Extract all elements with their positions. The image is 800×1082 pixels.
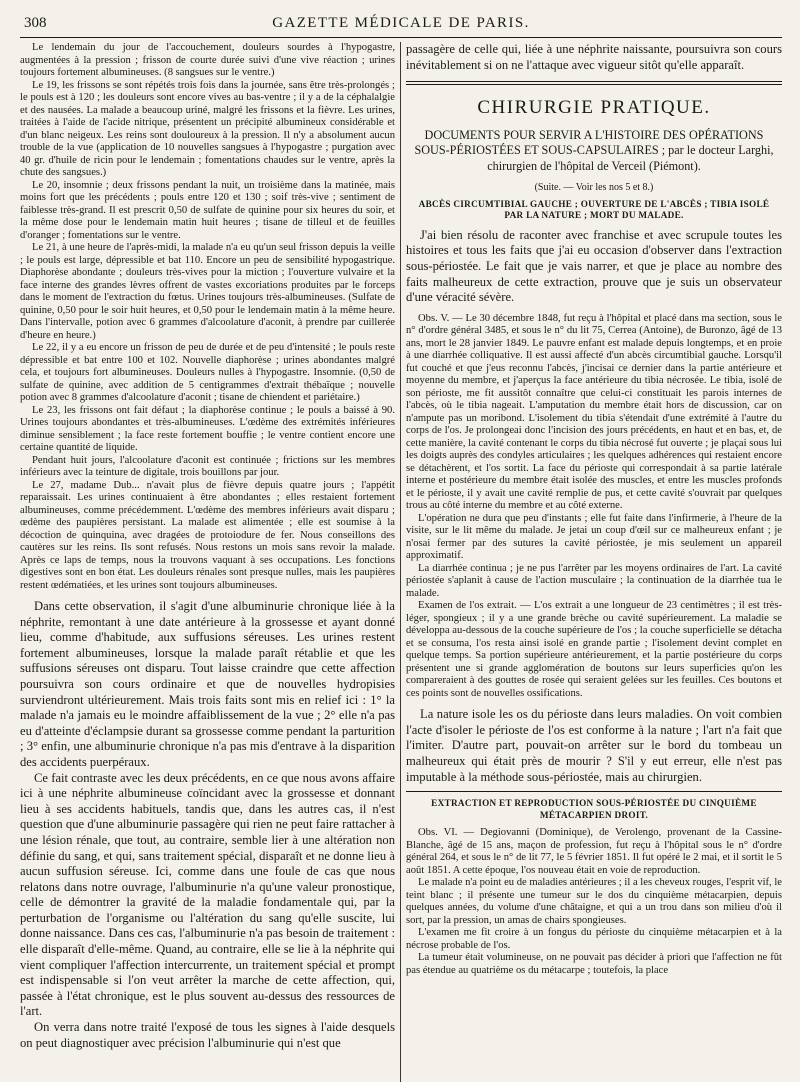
observation-paragraph: Le malade n'a point eu de maladies antérieures ; il a les cheveux rouges, l'esprit vif, le teint blanc ; il présente une tumeur sur le dos du cinquième métacarpien, depuis quelques années, du volume d'une châtaigne, et qui a un trou dans son milieu d'où il sort, par la pression, un amas de chairs spongieuses. (406, 877, 782, 926)
continuation-paragraph: passagère de celle qui, liée à une néphrite naissante, poursuivra son cours inévitablement si on ne l'attaque avec vigueur sitôt qu'elle apparaît. (406, 42, 782, 72)
rule (406, 791, 782, 792)
observation-paragraph: Obs. VI. — Degiovanni (Dominique), de Verolengo, provenant de la Cassine-Blanche, âgé de 15 ans, maçon de profession, fut reçu à l'hôpital sous le n° d'ordre général 264, et sous le n° de lit 77, le 5 février 1851. Il fut opéré le 2 mai, et il sortit le 5 août 1851. A cette époque, l'os nouveau était en voie de reproduction. (406, 827, 782, 876)
case-heading: EXTRACTION ET REPRODUCTION SOUS-PÉRIOSTÉE DU CINQUIÈME MÉTACARPIEN DROIT. (431, 798, 757, 820)
journal-title: GAZETTE MÉDICALE DE PARIS. (272, 15, 530, 31)
columns (20, 42, 782, 1082)
case-paragraph: Le 23, les frissons ont fait défaut ; la diaphorèse continue ; le pouls a baissé à 90. Urines toujours abondantes et très-albumineuses. L'œdème des extrémités inférieures diminue sensiblement ; la face reste fortement bouffie ; le ventre contient encore une certaine quantité de liquide. (20, 404, 395, 453)
commentary-paragraph: On verra dans notre traité l'exposé de tous les signes à l'aide desquels on peut diagnostiquer avec précision l'albuminurie qui n'est que (20, 1020, 395, 1050)
section-rule (406, 81, 782, 85)
commentary-paragraph: Dans cette observation, il s'agit d'une albuminurie chronique liée à la néphrite, remontant à une date antérieure à la grossesse et ayant donné lieu, comme d'habitude, aux suffusions séreuses. Les urines restent fortement albumineuses, lorsque la malade paraît rétablie et que les suffusions séreuses ont disparu. Tout laisse craindre que cette affection poursuivra son cours ordinaire et que de nouvelles hydropisies surviendront ultérieurement. Mais trois faits sont mis en relief ici : 1° la malade n'a jamais eu le moindre affaiblissement de la vue ; 2° elle n'a pas eu d'atteinte d'éclampsie durant sa grossesse comme pendant la parturition ; 3° enfin, une albuminurie chronique n'a pas mis d'entrave à la disparition des accidents puerpéraux. (20, 599, 395, 769)
case-paragraph: Le 19, les frissons se sont répétés trois fois dans la journée, sans être très-prolongés ; le pouls est à 120 ; les douleurs sont encore vives au bas-ventre ; il y a de la céphalalgie et des nausées. La malade a beaucoup uriné, malgré les frissons et la fièvre. Les urines, traitées à l'aide de l'acide nitrique, présentent un précipité albumineux considérable et d'un blanc neigeux. Les reins sont douloureux à la pression. Il n'y a absolument aucun trouble de la vue (application de 10 nouvelles sangsues à l'hypogastre ; purgation avec 40 gr. d'huile de ricin pour le lendemain ; fomentations chaudes sur le ventre, après la chute des sangsues.) (20, 79, 395, 178)
suite-note: (Suite. — Voir les nos 5 et 8.) (534, 181, 654, 193)
case-paragraph: Le lendemain du jour de l'accouchement, douleurs sourdes à l'hypogastre, augmentées à la pression ; frisson de courte durée suivi d'une vive réaction ; urines toujours fortement albumineuses. (8 sangsues sur le ventre.) (20, 42, 395, 78)
case-paragraph: Le 22, il y a eu encore un frisson de peu de durée et de peu d'intensité ; le pouls reste dépressible et bat entre 100 et 102. Nouvelle diaphorèse ; urines abondantes malgré cela, et toujours fort albumineuses. Douleurs nulles à l'hypogastre. Insomnie. (0,50 de sulfate de quinine, avec addition de 5 centigrammes d'extrait thébaïque ; nouvelle potion avec 8 grammes d'alcoolature d'aconit ; tisane de chiendent et pariétaire.) (20, 342, 395, 403)
observation-paragraph: L'opération ne dura que peu d'instants ; elle fut faite dans l'infirmerie, à l'heure de la visite, sur le lit même du malade. Je jetai un coup d'œil sur ce malheureux enfant ; je n'osai fermer par des sutures la cavité périostée, je mis seulement un appareil approximatif. (406, 512, 782, 562)
reflection-paragraph: La nature isole les os du périoste dans leurs maladies. On voit combien l'acte d'isoler le périoste de l'os est conforme à la nature ; l'art n'a fait que l'imiter. D'autre part, pouvait-on arrêter sur le bord du tombeau un malheureux qui était près de mourir ? S'il y eut erreur, elle n'est pas imputable à la méthode sous-périostée, mais au chirurgien. (406, 707, 782, 784)
case-heading: ABCÈS CIRCUMTIBIAL GAUCHE ; OUVERTURE DE L'ABCÈS ; TIBIA ISOLÉ PAR LA NATURE ; MORT DU MALADE. (418, 198, 770, 221)
observation-paragraph: La diarrhée continua ; je ne pus l'arrêter par les moyens ordinaires de l'art. La cavité périostée s'aplanit à cause de l'action musculaire ; la continuation de la diarrhée tua le malade. (406, 562, 782, 599)
observation-paragraph: Examen de l'os extrait. — L'os extrait a une longueur de 23 centimètres ; il est très-léger, spongieux ; il y a une grande brèche ou cavité supérieurement. La maladie se développa au-dessous de la couche supérieure de l'os ; la couche superficielle se détacha et se consuma, l'os resta ainsi isolé en grande partie ; l'isolement devint complet en quelque temps. Sa portion supérieure antérieurement, et la partie postérieure du corps présentent une si grande agglomération de boutons sur leurs superficies qu'on les compareraient à des gouttes de rosée qui seraient gelées sur les feuilles. Ces boutons et ces points sont de nouvelles ossifications. (406, 600, 782, 699)
page-header (20, 12, 782, 38)
case-paragraph: Le 27, madame Dub... n'avait plus de fièvre depuis quatre jours ; l'appétit reparaissait. Les urines continuaient à être abondantes ; elles restaient fortement albumineuses, comme précédemment. L'œdème des membres inférieurs avait disparu ; œdème des paupières persistant. La malade est alimentée ; elle est soumise à la décoction de quinquina, avec dragées de protoiodure de fer. Nous conseillons des cautères sur les reins. Ils sont refusés. Nous restons un mois sans revoir la malade. Après ce laps de temps, nous la trouvons vaquant à ses occupations. Les fonctions digestives sont en bon état. Les douleurs rénales sont presque nulles, mais les paupières restent œdématiées, et les urines sont toujours albumineuses. (20, 479, 395, 591)
left-column (20, 42, 395, 1082)
intro-paragraph: J'ai bien résolu de raconter avec franchise et avec scrupule toutes les histoires et tous les faits que j'ai eu occasion d'observer dans l'extraction sous-périostée. Le fait que je vais narrer, et que je place au nombre des faits malheureux de cette extraction, prouve que je suis un observateur d'une véracité sévère. (406, 227, 782, 305)
page-number: 308 (24, 15, 47, 31)
observation-paragraph: Obs. V. — Le 30 décembre 1848, fut reçu à l'hôpital et placé dans ma section, sous le n° d'ordre général 3485, et sous le n° du lit 75, Cerrea (Antoine), de Buronzo, âgé de 13 ans, mort le 28 janvier 1849. Le pauvre enfant est malade depuis longtemps, et en proie à une diarrhée colliquative. Il est aussi affecté d'un abcès circumtibial gauche. Lorsqu'il fut couché et que j'eus reconnu l'abcès, j'incisai ce dernier dans la partie antérieure et moyenne du membre, et j'aperçus la face antérieure du tibia nécrosée. Le tibia, isolé de son périoste, me fit aussitôt connaître que celui-ci constituait les parois internes de l'abcès, où le tibia nageait. L'amputation du membre était hors de discussion, car on n'ampute pas un moribond. L'isolement du tibia s'étendait d'une extrémité à l'autre du corps de l'os. Je prolongeai donc l'incision des jours précédents, en haut et en bas, et, de cette manière, la cavité contenant le corps du tibia nécrosé fut ouverte ; je plaçai sous lui les doigts auprès des condyles articulaires ; les quelques adhérences qui restaient encore se détachèrent, et l'os sortit. La face du périoste qui correspondait à sa partie latérale interne et postérieure du membre était isolée des muscles, et entre les muscles profonds et le périoste, il y avait une cavité remplie de pus, et cette cavité s'ouvrait par quelques trous au côté interne du membre et au côté externe. (406, 312, 782, 512)
observation-paragraph: L'examen me fit croire à un fongus du périoste du cinquième métacarpien et à la nécrose probable de l'os. (406, 927, 782, 951)
observation-paragraph: La tumeur était volumineuse, on ne pouvait pas décider à priori que l'affection ne fût pas étendue au quatrième os du métacarpe ; toutefois, la place (406, 952, 782, 976)
case-paragraph: Le 20, insomnie ; deux frissons pendant la nuit, un troisième dans la matinée, mais moins fort que les précédents ; pouls entre 120 et 130 ; soif très-vive ; sentiment de faiblesse très-grand. Il est prescrit 0,50 de sulfate de quinine pour six heures du soir, et la même dose pour le lendemain matin huit heures ; tisane de tilleul et de feuilles d'oranger ; fomentations sur le ventre. (20, 179, 395, 241)
case-paragraph: Le 21, à une heure de l'après-midi, la malade n'a eu qu'un seul frisson depuis la veille ; le pouls est large, dépressible et bat 110. Encore un peu de sensibilité hypogastrique. Diaphorèse abondante ; douleurs très-vives pour la miction ; l'ouverture vulvaire et la face interne des grandes lèvres offrent de vastes excoriations produites par le forceps dans le moment de l'extraction du fœtus. Urines toujours très-albumineuses. (Sulfate de quinine, 0,50 pour le soir huit heures, et 0,50 pour le lendemain matin à la même heure. Dans l'intervalle, potion avec 6 grammes d'alcoolature d'aconit, à prendre par cuillerée d'heure en heure.) (20, 242, 395, 341)
right-column (406, 42, 782, 1082)
article-title: DOCUMENTS POUR SERVIR A L'HISTOIRE DES OPÉRATIONS SOUS-PÉRIOSTÉES ET SOUS-CAPSULAIRES ; par le docteur Larghi, chirurgien de l'hôpital de Verceil (Piémont). (414, 128, 774, 173)
section-title: CHIRURGIE PRATIQUE. (477, 97, 711, 119)
commentary-paragraph: Ce fait contraste avec les deux précédents, en ce que nous avons affaire ici à une néphrite albumineuse coïncidant avec la grossesse et donnant lieu à ses accidents habituels, tandis que, dans les autres cas, il n'est question que d'une albuminurie passagère qui rien ne peut faire rattacher à une lésion rénale, que tout, au contraire, semble lier à une altération non définie du sang, et qui, sans traitement spécial, disparaît et ne donne lieu à aucun suffusion séreuse. Ici, comme dans une foule de cas que nous relatons dans notre ouvrage, l'albuminurie n'a qu'une valeur pronostique, celle de démontrer la gravité de la maladie fondamentale qui, par la perturbation de l'organisme ou l'altération du sang qu'elle suscite, lui donne naissance. Dans ces cas, l'albuminurie n'a pas besoin de traitement : elle disparaît d'elle-même. Quand, au contraire, elle se lie à la néphrite qui vient compliquer l'affection intercurrente, un traitement spécial et prompt est indispensable si l'on veut arrêter la marche de cette affection, qui, passée à l'état chronique, est le plus souvent au-dessus des ressources de l'art. (20, 770, 395, 1019)
column-divider (400, 42, 401, 1082)
case-paragraph: Pendant huit jours, l'alcoolature d'aconit est continuée ; frictions sur les membres inférieurs avec la teinture de digitale, trois bouillons par jour. (20, 454, 395, 478)
